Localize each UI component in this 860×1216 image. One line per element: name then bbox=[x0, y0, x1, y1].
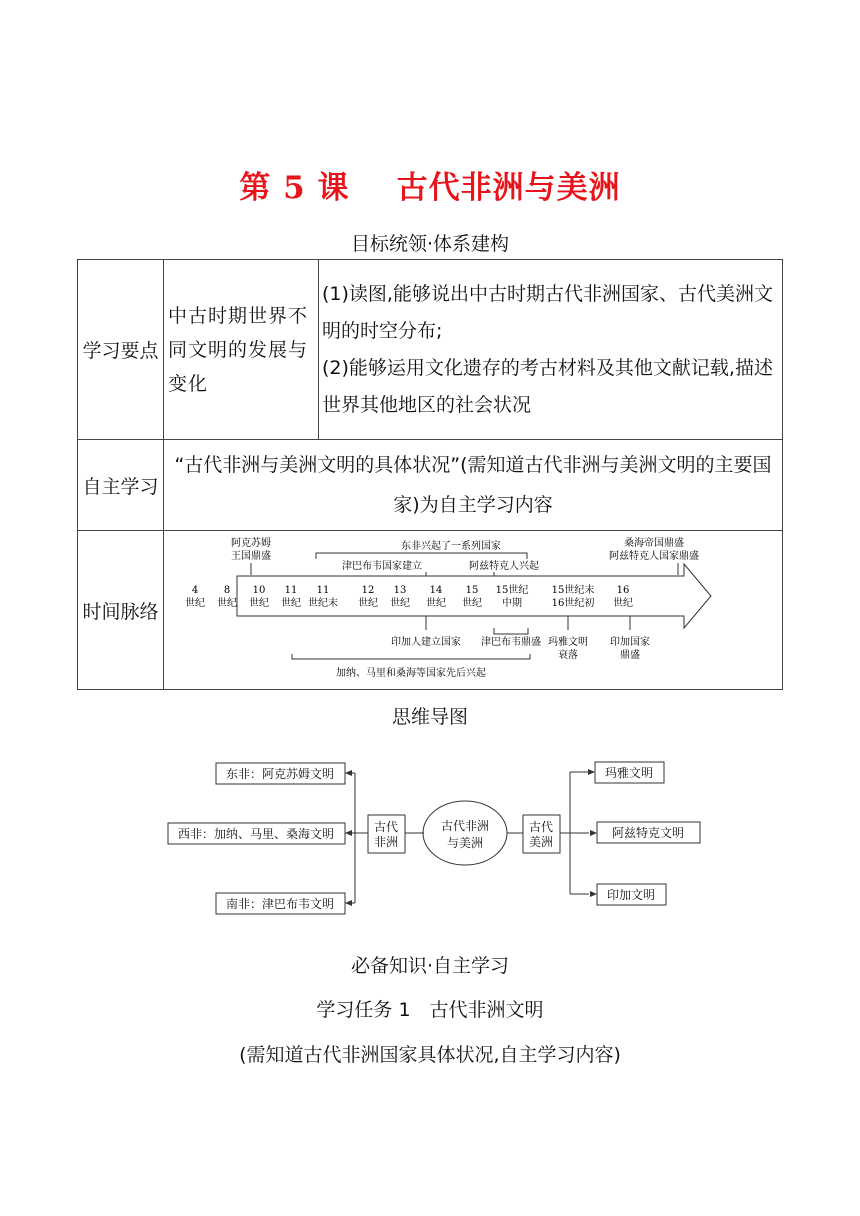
timeline-tick-top: 15 bbox=[465, 584, 479, 596]
timeline-tick-bottom: 16世纪初 bbox=[551, 597, 595, 609]
label-timeline: 时间脉络 bbox=[78, 531, 164, 690]
maya-decline-label-2: 衰落 bbox=[558, 649, 578, 661]
timeline-tick-top: 10 bbox=[252, 584, 266, 596]
label-self-study: 自主学习 bbox=[78, 440, 164, 531]
task-heading: 学习任务 1 古代非洲文明 bbox=[316, 999, 544, 1021]
east-africa-text: 东非：阿克苏姆文明 bbox=[225, 767, 335, 781]
maya-text: 玛雅文明 bbox=[604, 766, 654, 780]
title-lesson-word: 课 bbox=[317, 170, 350, 206]
left-hub-text-1: 古代 bbox=[373, 820, 399, 834]
songhai-peak-label: 桑海帝国鼎盛 bbox=[624, 537, 684, 549]
self-study-text: “古代非洲与美洲文明的具体状况”(需知道古代非洲与美洲文明的主要国家)为自主学习内容 bbox=[164, 440, 783, 531]
timeline-tick-top: 13 bbox=[393, 584, 407, 596]
key-points-requirements bbox=[319, 260, 783, 440]
center-ellipse bbox=[423, 801, 507, 865]
timeline-tick-top: 15世纪 bbox=[495, 584, 529, 596]
south-africa-text: 南非：津巴布韦文明 bbox=[225, 897, 335, 911]
timeline-tick-bottom: 中期 bbox=[502, 597, 522, 609]
center-text-1: 古代非洲 bbox=[440, 819, 490, 833]
label-key-points: 学习要点 bbox=[78, 260, 164, 440]
title-number: 5 bbox=[283, 170, 306, 206]
timeline-tick-top: 14 bbox=[429, 584, 443, 596]
west-africa-text: 西非：加纳、马里、桑海文明 bbox=[177, 827, 335, 841]
aztec-rise-label: 阿兹特克人兴起 bbox=[469, 560, 539, 572]
inca-text: 印加文明 bbox=[606, 888, 656, 902]
requirement-2: (2)能够运用文化遗存的考古材料及其他文献记载,描述世界其他地区的社会状况 bbox=[322, 356, 773, 416]
timeline-tick-top: 12 bbox=[361, 584, 375, 596]
inca-peak-label-1: 印加国家 bbox=[610, 636, 650, 648]
timeline-tick-top: 8 bbox=[223, 584, 231, 596]
timeline-tick-top: 15世纪末 bbox=[551, 584, 595, 596]
task-note: (需知道古代非洲国家具体状况,自主学习内容) bbox=[239, 1044, 621, 1066]
timeline-tick-bottom: 世纪 bbox=[217, 597, 237, 609]
section-heading-knowledge: 必备知识·自主学习 bbox=[350, 955, 510, 977]
aksum-label-1: 阿克苏姆 bbox=[231, 537, 271, 549]
timeline-tick-bottom: 世纪 bbox=[462, 597, 482, 609]
timeline-tick-top: 4 bbox=[191, 584, 199, 596]
timeline-tick-bottom: 世纪 bbox=[249, 597, 269, 609]
west-africa-label: 加纳、马里和桑海等国家先后兴起 bbox=[336, 667, 486, 679]
aksum-label-2: 王国鼎盛 bbox=[231, 550, 271, 562]
timeline-tick-bottom: 世纪 bbox=[613, 597, 633, 609]
goals-table bbox=[77, 259, 783, 690]
timeline-tick-top: 16 bbox=[616, 584, 630, 596]
maya-decline-label-1: 玛雅文明 bbox=[548, 636, 588, 648]
timeline-tick-top: 11 bbox=[284, 584, 298, 596]
center-text-2: 与美洲 bbox=[446, 836, 484, 850]
timeline-ticks bbox=[185, 583, 633, 609]
timeline-tick-bottom: 世纪 bbox=[358, 597, 378, 609]
zimbabwe-founded-label: 津巴布韦国家建立 bbox=[342, 560, 422, 572]
lesson-title bbox=[0, 162, 860, 207]
requirement-1: (1)读图,能够说出中古时期古代非洲国家、古代美洲文明的时空分布; bbox=[322, 282, 773, 342]
right-hub-text-1: 古代 bbox=[528, 820, 554, 834]
inca-founded-label: 印加人建立国家 bbox=[391, 636, 461, 648]
right-hub-text-2: 美洲 bbox=[528, 835, 554, 849]
timeline-diagram bbox=[164, 532, 782, 689]
timeline-tick-bottom: 世纪末 bbox=[308, 597, 338, 609]
inca-peak-label-2: 鼎盛 bbox=[620, 649, 640, 661]
section-heading-goals: 目标统领·体系建构 bbox=[350, 233, 510, 255]
timeline-tick-bottom: 世纪 bbox=[185, 597, 205, 609]
timeline-tick-bottom: 世纪 bbox=[281, 597, 301, 609]
aztec-peak-label: 阿兹特克人国家鼎盛 bbox=[609, 550, 699, 562]
mind-map bbox=[0, 752, 860, 922]
timeline-tick-top: 11 bbox=[316, 584, 330, 596]
left-hub-text-2: 非洲 bbox=[373, 835, 399, 849]
timeline-arrow bbox=[237, 564, 711, 628]
section-heading-mindmap: 思维导图 bbox=[391, 706, 468, 728]
timeline-tick-bottom: 世纪 bbox=[390, 597, 410, 609]
timeline-tick-bottom: 世纪 bbox=[426, 597, 446, 609]
key-points-goal: 中古时期世界不同文明的发展与变化 bbox=[164, 260, 319, 440]
title-name: 古代非洲与美洲 bbox=[396, 170, 621, 206]
title-prefix: 第 bbox=[239, 170, 272, 206]
aztec-text: 阿兹特克文明 bbox=[611, 826, 685, 840]
timeline-cell bbox=[164, 531, 783, 690]
zimbabwe-peak-label: 津巴布韦鼎盛 bbox=[481, 636, 541, 648]
east-africa-label: 东非兴起了一系列国家 bbox=[401, 540, 501, 552]
